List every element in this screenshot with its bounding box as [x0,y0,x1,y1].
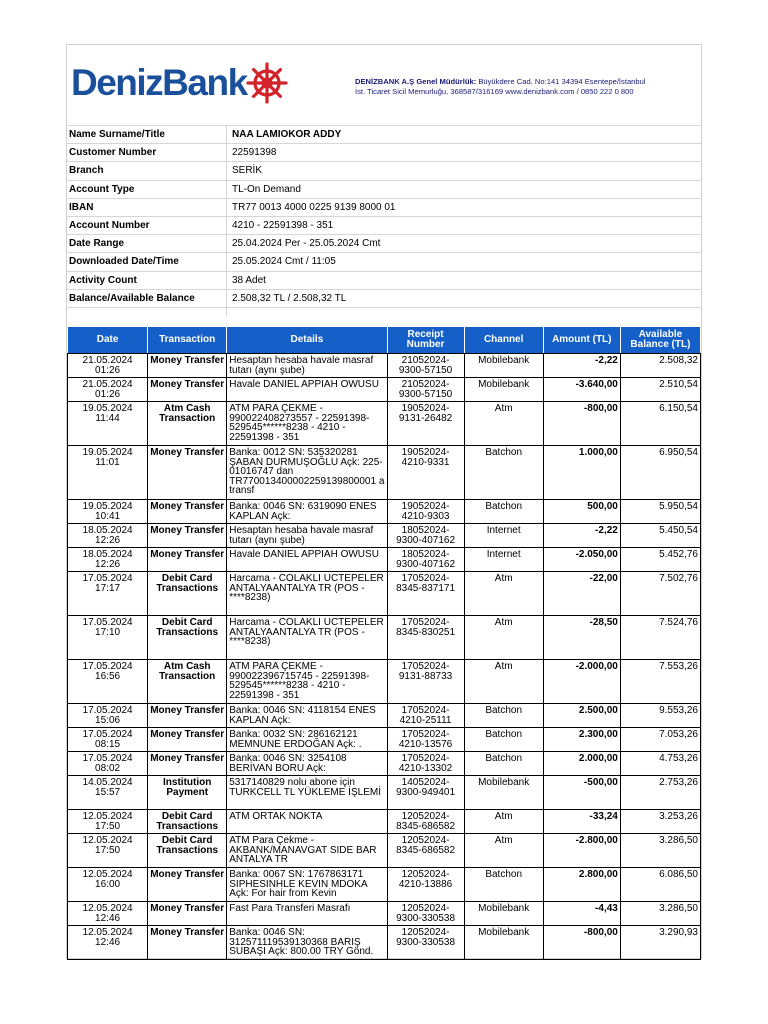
info-row [67,289,701,307]
info-value: SERİK [227,162,702,180]
row-balance: 5.452,76 [620,548,700,572]
row-date: 12.05.2024 17:50 [68,834,148,868]
row-balance: 3.290,93 [620,926,700,960]
row-details: Banka: 0046 SN: 312571119539130368 BARIŞ SUBAŞI Açk: 800.00 TRY Gönd. [227,926,387,960]
row-date: 19.05.2024 10:41 [68,500,148,524]
row-transaction-type: Money Transfer [148,548,227,572]
row-balance: 6.950,54 [620,446,700,500]
row-details: Hesaptan hesaba havale masraf tutarı (aynı şube) [227,524,387,548]
row-balance: 6.150,54 [620,402,700,446]
info-row [67,180,701,198]
account-info-table [67,125,701,316]
row-channel: Atm [464,402,543,446]
info-value: 2.508,32 TL / 2.508,32 TL [227,289,702,307]
row-amount: -2.050,00 [543,548,620,572]
row-channel: Atm [464,572,543,616]
row-date: 12.05.2024 12:46 [68,926,148,960]
row-amount: 500,00 [543,500,620,524]
row-date: 17.05.2024 08:02 [68,752,148,776]
row-receipt-number: 17052024-4210-13302 [387,752,464,776]
row-receipt-number: 17052024-9131-88733 [387,660,464,704]
info-value: 38 Adet [227,271,702,289]
info-label: IBAN [67,198,227,216]
row-date: 19.05.2024 11:44 [68,402,148,446]
row-receipt-number: 17052024-4210-13576 [387,728,464,752]
info-label: Account Type [67,180,227,198]
row-amount: -22,00 [543,572,620,616]
row-balance: 3.253,26 [620,810,700,834]
logo-text: DenizBank [71,62,247,103]
row-receipt-number: 12052024-9300-330538 [387,926,464,960]
row-transaction-type: Money Transfer [148,728,227,752]
row-channel: Batchon [464,868,543,902]
row-date: 19.05.2024 11:01 [68,446,148,500]
row-transaction-type: Debit Card Transactions [148,616,227,660]
info-value: 4210 - 22591398 - 351 [227,216,702,234]
row-receipt-number: 12052024-8345-686582 [387,810,464,834]
column-header: Date [68,327,148,354]
table-row [68,752,701,776]
info-label: Name Surname/Title [67,126,227,144]
row-details: ATM PARA ÇEKME - 990022408273557 - 22591398-529545******8238 - 4210 - 22591398 - 351 [227,402,387,446]
bank-address-line1: Büyükdere Cad. No:141 34394 Esentepe/İstanbul [476,77,646,86]
row-amount: 2.800,00 [543,868,620,902]
ship-wheel-icon [245,61,289,105]
row-channel: Mobilebank [464,354,543,378]
row-receipt-number: 17052024-8345-830251 [387,616,464,660]
statement-header [67,45,701,125]
row-details: Hesaptan hesaba havale masraf tutarı (aynı şube) [227,354,387,378]
row-transaction-type: Money Transfer [148,524,227,548]
row-amount: -2.800,00 [543,834,620,868]
row-transaction-type: Money Transfer [148,378,227,402]
row-channel: Mobilebank [464,378,543,402]
row-amount: -33,24 [543,810,620,834]
table-row [68,926,701,960]
info-value: 25.05.2024 Cmt / 11:05 [227,253,702,271]
row-balance: 2.508,32 [620,354,700,378]
table-row [68,572,701,616]
row-receipt-number: 14052024-9300-949401 [387,776,464,810]
table-row [68,616,701,660]
info-label: Account Number [67,216,227,234]
row-details: Banka: 0067 SN: 1767863171 SIPHESINHLE KEVIN MDOKA Açk: For hair from Kevin [227,868,387,902]
row-channel: Batchon [464,704,543,728]
row-receipt-number: 19052024-4210-9331 [387,446,464,500]
row-balance: 7.502,76 [620,572,700,616]
row-transaction-type: Money Transfer [148,500,227,524]
info-value: TL-On Demand [227,180,702,198]
row-amount: 1.000,00 [543,446,620,500]
table-row [68,446,701,500]
table-row [68,810,701,834]
row-details: Banka: 0032 SN: 286162121 MEMNUNE ERDOĞAN Açk: . [227,728,387,752]
table-row [68,902,701,926]
row-amount: -2,22 [543,524,620,548]
row-balance: 3.286,50 [620,834,700,868]
row-date: 21.05.2024 01:26 [68,354,148,378]
row-channel: Batchon [464,752,543,776]
row-balance: 2.753,26 [620,776,700,810]
row-details: Harcama - COLAKLI UCTEPELER ANTALYAANTALYA TR (POS - ****8238) [227,616,387,660]
row-amount: 2.300,00 [543,728,620,752]
row-transaction-type: Debit Card Transactions [148,572,227,616]
row-amount: -800,00 [543,926,620,960]
row-receipt-number: 12052024-9300-330538 [387,902,464,926]
row-receipt-number: 19052024-9131-26482 [387,402,464,446]
row-channel: Mobilebank [464,926,543,960]
row-transaction-type: Atm Cash Transaction [148,660,227,704]
row-transaction-type: Money Transfer [148,354,227,378]
row-date: 17.05.2024 16:56 [68,660,148,704]
row-channel: Internet [464,548,543,572]
row-channel: Batchon [464,500,543,524]
table-row [68,378,701,402]
row-receipt-number: 17052024-4210-25111 [387,704,464,728]
info-label: Balance/Available Balance [67,289,227,307]
row-date: 17.05.2024 08:15 [68,728,148,752]
info-value: TR77 0013 4000 0225 9139 8000 01 [227,198,702,216]
info-label: Downloaded Date/Time [67,253,227,271]
row-details: ATM ORTAK NOKTA [227,810,387,834]
table-row [68,728,701,752]
row-date: 17.05.2024 17:17 [68,572,148,616]
row-date: 18.05.2024 12:26 [68,548,148,572]
row-date: 12.05.2024 16:00 [68,868,148,902]
row-amount: 2.000,00 [543,752,620,776]
table-row [68,776,701,810]
row-transaction-type: Money Transfer [148,902,227,926]
row-date: 21.05.2024 01:26 [68,378,148,402]
info-value: NAA LAMIOKOR ADDY [227,126,702,144]
row-receipt-number: 12052024-4210-13886 [387,868,464,902]
row-details: Havale DANIEL APPIAH OWUSU [227,548,387,572]
info-value: 22591398 [227,144,702,162]
row-balance: 6.086,50 [620,868,700,902]
table-row [68,868,701,902]
row-balance: 5.450,54 [620,524,700,548]
row-transaction-type: Debit Card Transactions [148,810,227,834]
row-channel: Batchon [464,446,543,500]
row-details: 5317140829 nolu abone için TURKCELL TL YÜKLEME İŞLEMİ [227,776,387,810]
info-row [67,216,701,234]
info-label: Branch [67,162,227,180]
row-transaction-type: Money Transfer [148,926,227,960]
table-row [68,660,701,704]
bank-address-line2: İst. Ticaret Sicil Memurluğu, 368587/316169 www.denizbank.com / 0850 222 0 800 [355,87,634,96]
row-date: 17.05.2024 15:06 [68,704,148,728]
row-amount: -2,22 [543,354,620,378]
denizbank-logo [71,63,247,103]
row-amount: -800,00 [543,402,620,446]
info-row [67,253,701,271]
info-row [67,162,701,180]
row-receipt-number: 18052024-9300-407162 [387,548,464,572]
row-amount: -2.000,00 [543,660,620,704]
row-date: 14.05.2024 15:57 [68,776,148,810]
info-label: Date Range [67,235,227,253]
row-details: Banka: 0046 SN: 6319090 ENES KAPLAN Açk: [227,500,387,524]
column-header: Available Balance (TL) [620,327,700,354]
row-balance: 5.950,54 [620,500,700,524]
row-details: Harcama - COLAKLI UCTEPELER ANTALYAANTALYA TR (POS - ****8238) [227,572,387,616]
row-amount: -3.640,00 [543,378,620,402]
row-receipt-number: 18052024-9300-407162 [387,524,464,548]
row-balance: 4.753,26 [620,752,700,776]
table-row [68,548,701,572]
row-receipt-number: 19052024-4210-9303 [387,500,464,524]
bank-company: DENİZBANK A.Ş Genel Müdürlük: [355,77,477,86]
row-date: 17.05.2024 17:10 [68,616,148,660]
row-amount: 2.500,00 [543,704,620,728]
row-amount: -4,43 [543,902,620,926]
row-receipt-number: 21052024-9300-57150 [387,354,464,378]
row-details: Fast Para Transferi Masrafı [227,902,387,926]
row-channel: Mobilebank [464,902,543,926]
bank-address [355,77,683,97]
row-balance: 7.053,26 [620,728,700,752]
row-balance: 7.524,76 [620,616,700,660]
row-channel: Atm [464,834,543,868]
row-transaction-type: Money Transfer [148,752,227,776]
row-channel: Batchon [464,728,543,752]
row-details: ATM PARA ÇEKME - 990022396715745 - 22591398-529545******8238 - 4210 - 22591398 - 351 [227,660,387,704]
column-header: Receipt Number [387,327,464,354]
info-row [67,144,701,162]
row-details: ATM Para Çekme - AKBANK/MANAVGAT SIDE BAR ANTALYA TR [227,834,387,868]
info-row [67,126,701,144]
row-details: Banka: 0046 SN: 4118154 ENES KAPLAN Açk: [227,704,387,728]
row-channel: Atm [464,660,543,704]
row-transaction-type: Money Transfer [148,446,227,500]
statement-page [66,44,702,959]
row-transaction-type: Debit Card Transactions [148,834,227,868]
row-amount: -500,00 [543,776,620,810]
table-row [68,704,701,728]
row-amount: -28,50 [543,616,620,660]
row-balance: 7.553,26 [620,660,700,704]
row-receipt-number: 12052024-8345-686582 [387,834,464,868]
info-row [67,198,701,216]
row-details: Banka: 0012 SN: 535320281 ŞABAN DURMUŞOĞLU Açk: 225-01016747 dan TR770013400002259139800001 a transf [227,446,387,500]
row-date: 12.05.2024 12:46 [68,902,148,926]
column-header: Channel [464,327,543,354]
row-balance: 3.286,50 [620,902,700,926]
row-transaction-type: Money Transfer [148,868,227,902]
row-date: 12.05.2024 17:50 [68,810,148,834]
info-value: 25.04.2024 Per - 25.05.2024 Cmt [227,235,702,253]
table-row [68,354,701,378]
row-balance: 9.553,26 [620,704,700,728]
row-balance: 2.510,54 [620,378,700,402]
table-row [68,834,701,868]
row-transaction-type: Atm Cash Transaction [148,402,227,446]
row-channel: Internet [464,524,543,548]
transactions-table [67,326,701,960]
table-header-row [68,327,701,354]
row-date: 18.05.2024 12:26 [68,524,148,548]
table-row [68,402,701,446]
table-row [68,500,701,524]
column-header: Transaction [148,327,227,354]
column-header: Amount (TL) [543,327,620,354]
table-row [68,524,701,548]
row-channel: Atm [464,616,543,660]
row-transaction-type: Money Transfer [148,704,227,728]
row-receipt-number: 17052024-8345-837171 [387,572,464,616]
row-receipt-number: 21052024-9300-57150 [387,378,464,402]
column-header: Details [227,327,387,354]
row-transaction-type: Institution Payment [148,776,227,810]
row-channel: Mobilebank [464,776,543,810]
info-label: Activity Count [67,271,227,289]
row-details: Banka: 0046 SN: 3254108 BERİVAN BORU Açk: [227,752,387,776]
info-label: Customer Number [67,144,227,162]
row-details: Havale DANIEL APPIAH OWUSU [227,378,387,402]
row-channel: Atm [464,810,543,834]
info-row [67,271,701,289]
info-row [67,235,701,253]
